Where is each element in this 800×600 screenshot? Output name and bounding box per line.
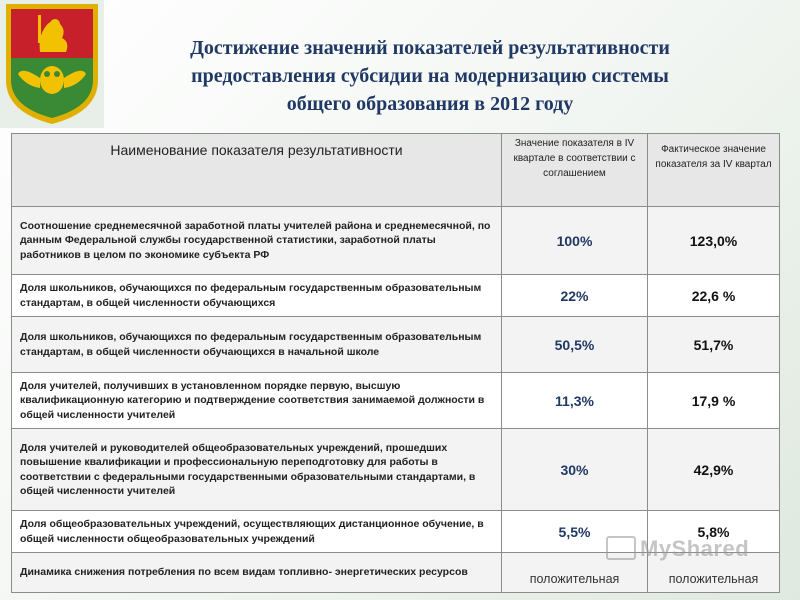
indicator-name: Доля учителей и руководителей общеобразовательных учреждений, прошедших повышение квалификации и профессиональную переподготовку для работы в соответствии с федеральными государственными образовательными стандартами, в общей численности учителей — [12, 429, 502, 511]
table-row — [12, 317, 780, 373]
table-row — [12, 429, 780, 511]
watermark — [606, 536, 749, 562]
planned-value: положительная — [502, 553, 648, 593]
indicator-name: Доля общеобразовательных учреждений, осуществляющих дистанционное обучение, в общей численности общеобразовательных учреждений — [12, 511, 502, 553]
page-title — [120, 34, 740, 118]
indicators-table — [11, 133, 780, 593]
presentation-icon — [606, 536, 636, 560]
planned-value: 11,3% — [502, 373, 648, 429]
title-line-2: предоставления субсидии на модернизацию системы — [191, 65, 669, 87]
actual-value: 5,8% — [648, 511, 780, 553]
table-row — [12, 207, 780, 275]
planned-value: 30% — [502, 429, 648, 511]
indicator-name: Доля школьников, обучающихся по федеральным государственным образовательным стандартам, в общей численности обучающихся в начальной школе — [12, 317, 502, 373]
actual-value: 42,9% — [648, 429, 780, 511]
indicator-name: Доля школьников, обучающихся по федеральным государственным образовательным стандартам, в общей численности обучающихся — [12, 275, 502, 317]
title-line-3: общего образования в 2012 году — [286, 93, 574, 115]
indicator-name: Соотношение среднемесячной заработной платы учителей района и среднемесячной, по данным Федеральной службы государственной статистики, заработной платы работников в целом по экономике субъекта РФ — [12, 207, 502, 275]
planned-value: 22% — [502, 275, 648, 317]
table-header-row — [12, 134, 780, 207]
indicator-name: Доля учителей, получивших в установленном порядке первую, высшую квалификационную категорию и подтверждение соответствия занимаемой должности в общей численности учителей — [12, 373, 502, 429]
watermark-text: MyShared — [640, 536, 750, 561]
coat-of-arms-icon — [0, 0, 104, 128]
actual-value: 17,9 % — [648, 373, 780, 429]
table-row — [12, 275, 780, 317]
actual-value: 22,6 % — [648, 275, 780, 317]
title-line-1: Достижение значений показателей результативности — [190, 37, 670, 59]
indicator-name: Динамика снижения потребления по всем видам топливно- энергетических ресурсов — [12, 553, 502, 593]
actual-value: положительная — [648, 553, 780, 593]
actual-value: 51,7% — [648, 317, 780, 373]
planned-value: 50,5% — [502, 317, 648, 373]
planned-value: 5,5% — [502, 511, 648, 553]
table-row — [12, 373, 780, 429]
actual-value: 123,0% — [648, 207, 780, 275]
header-actual-value: Фактическое значение показателя за IV квартал — [648, 134, 780, 207]
planned-value: 100% — [502, 207, 648, 275]
header-planned-value: Значение показателя в IV квартале в соответствии с соглашением — [502, 134, 648, 207]
header-indicator-name: Наименование показателя результативности — [12, 134, 502, 207]
